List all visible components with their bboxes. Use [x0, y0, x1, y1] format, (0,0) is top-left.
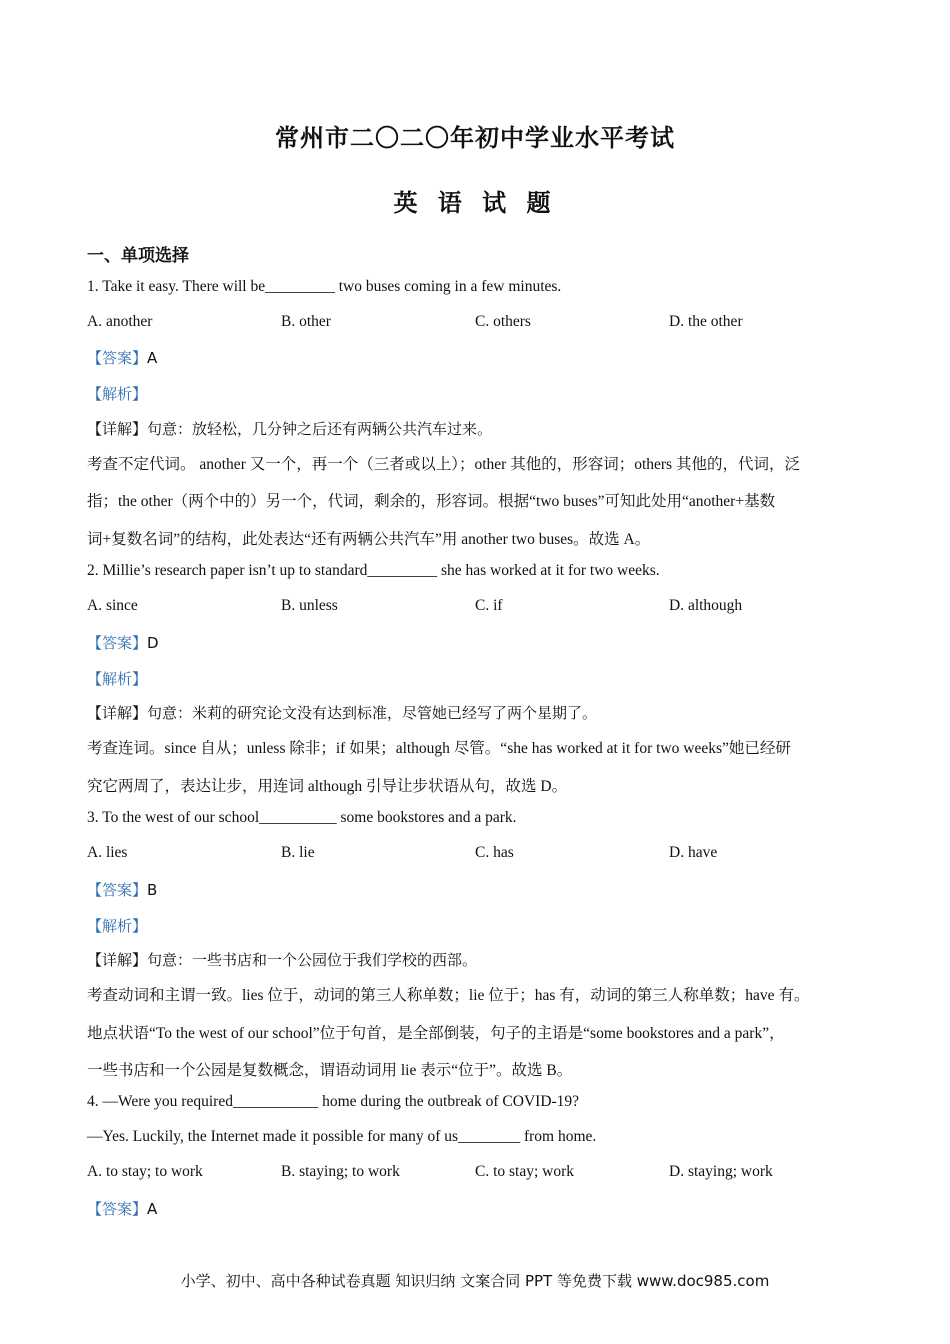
- detail-text: 句意：一些书店和一个公园位于我们学校的西部。: [147, 951, 478, 969]
- question-3-explain-line: 地点状语“To the west of our school”位于句首，是全部倒装，句子的主语是“some bookstores and a park”，: [87, 1025, 785, 1042]
- question-3-option-b: B. lie: [281, 844, 315, 861]
- question-4-stem-reply: —Yes. Luckily, the Internet made it possible for many of us________ from home.: [87, 1128, 597, 1145]
- question-2-option-a: A. since: [87, 597, 138, 614]
- question-3-option-c: C. has: [475, 844, 514, 861]
- answer-value: A: [147, 1200, 158, 1218]
- question-1-explain-line: 指；the other（两个中的）另一个，代词，剩余的，形容词。根据“two buses”可知此处用“another+基数: [87, 493, 776, 510]
- question-4-answer: [87, 1198, 867, 1219]
- question-2-answer: [87, 632, 867, 653]
- page-footer: 小学、初中、高中各种试卷真题 知识归纳 文案合同 PPT 等免费下载 www.doc985.com: [180, 1272, 770, 1290]
- question-1-option-c: C. others: [475, 313, 531, 330]
- question-3-stem: 3. To the west of our school__________ some bookstores and a park.: [87, 809, 517, 826]
- question-1-option-a: A. another: [87, 313, 153, 330]
- question-2-option-c: C. if: [475, 597, 503, 614]
- exam-subtitle: 英 语 试 题: [393, 189, 557, 217]
- question-3-explain-line: 考查动词和主谓一致。lies 位于，动词的第三人称单数；lie 位于；has 有，动词的第三人称单数；have 有。: [87, 987, 810, 1004]
- exam-title: 常州市二〇二〇年初中学业水平考试: [275, 124, 675, 152]
- detail-tag: 【详解】: [87, 420, 148, 438]
- question-4-option-a: A. to stay; to work: [87, 1163, 203, 1180]
- detail-text: 句意：放轻松，几分钟之后还有两辆公共汽车过来。: [147, 420, 493, 438]
- question-3-option-a: A. lies: [87, 844, 128, 861]
- question-3-answer: [87, 879, 867, 900]
- answer-value: D: [147, 634, 159, 652]
- question-1-stem: 1. Take it easy. There will be_________ two buses coming in a few minutes.: [87, 278, 562, 295]
- question-2-option-d: D. although: [669, 597, 743, 614]
- question-3-analysis-tag: 【解析】: [87, 917, 148, 935]
- question-3-detail: [87, 949, 867, 970]
- question-4-stem: 4. —Were you required___________ home during the outbreak of COVID-19?: [87, 1093, 580, 1110]
- section-heading: 一、单项选择: [87, 246, 189, 266]
- detail-text: 句意：米莉的研究论文没有达到标准，尽管她已经写了两个星期了。: [147, 704, 598, 722]
- detail-tag: 【详解】: [87, 951, 148, 969]
- question-1-option-d: D. the other: [669, 313, 743, 330]
- answer-value: B: [147, 881, 158, 899]
- answer-tag: 【答案】: [87, 349, 148, 367]
- question-2-detail: [87, 702, 867, 723]
- question-1-detail: [87, 418, 867, 439]
- question-2-option-b: B. unless: [281, 597, 338, 614]
- question-1-analysis-tag: 【解析】: [87, 385, 148, 403]
- question-1-explain-line: 考查不定代词。 another 又一个，再一个（三者或以上）；other 其他的，形容词；others 其他的，代词，泛: [87, 456, 800, 473]
- question-1-explain-line: 词+复数名词”的结构，此处表达“还有两辆公共汽车”用 another two buses。故选 A。: [87, 531, 651, 548]
- detail-tag: 【详解】: [87, 704, 148, 722]
- answer-tag: 【答案】: [87, 1200, 148, 1218]
- question-1-answer: [87, 347, 867, 368]
- question-3-explain-line: 一些书店和一个公园是复数概念，谓语动词用 lie 表示“位于”。故选 B。: [87, 1062, 573, 1079]
- question-2-stem: 2. Millie’s research paper isn’t up to standard_________ she has worked at it for two weeks.: [87, 562, 660, 579]
- answer-tag: 【答案】: [87, 634, 148, 652]
- question-1-option-b: B. other: [281, 313, 331, 330]
- question-2-analysis-tag: 【解析】: [87, 670, 148, 688]
- question-2-explain-line: 究它两周了，表达让步，用连词 although 引导让步状语从句，故选 D。: [87, 778, 568, 795]
- question-2-explain-line: 考查连词。since 自从；unless 除非；if 如果；although 尽管。“she has worked at it for two weeks”她已经研: [87, 740, 791, 757]
- answer-tag: 【答案】: [87, 881, 148, 899]
- question-4-option-b: B. staying; to work: [281, 1163, 400, 1180]
- question-3-option-d: D. have: [669, 844, 718, 861]
- question-4-option-c: C. to stay; work: [475, 1163, 575, 1180]
- question-4-option-d: D. staying; work: [669, 1163, 773, 1180]
- answer-value: A: [147, 349, 158, 367]
